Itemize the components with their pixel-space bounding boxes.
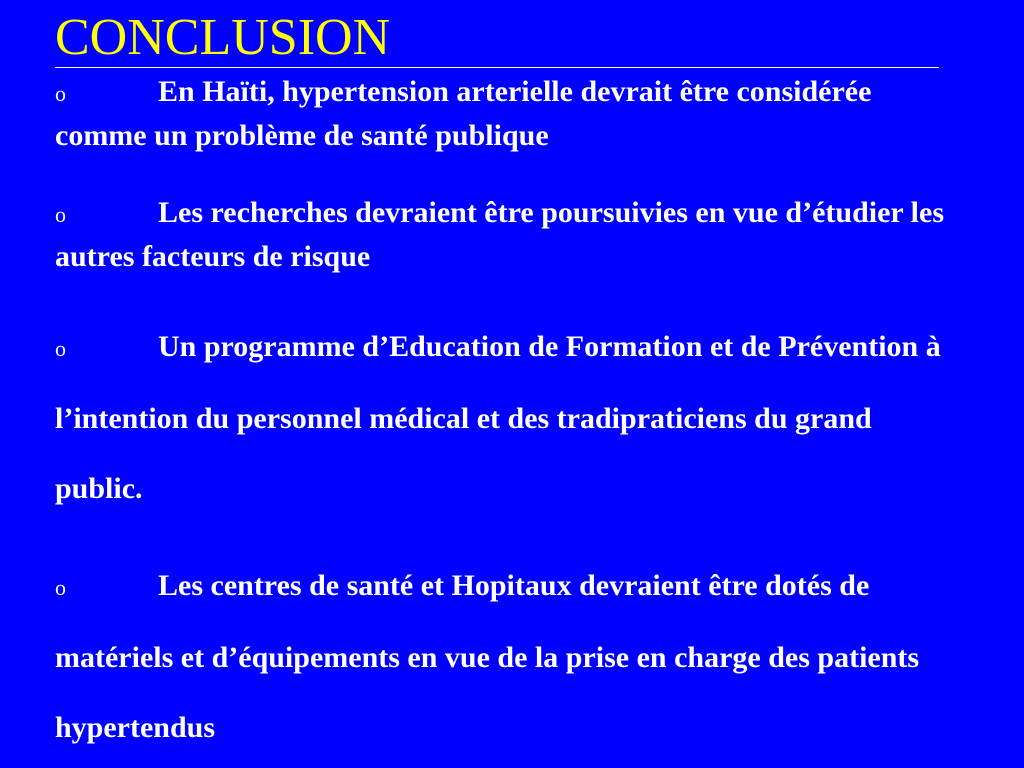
bullet-item <box>55 71 965 157</box>
bullet-item <box>55 312 965 524</box>
title-divider <box>55 67 939 68</box>
bullet-marker-icon: o <box>55 336 66 361</box>
bullet-text: Un programme d’Education de Formation et de Prévention à l’intention du personnel médical et des tradipraticiens du grand public. <box>55 330 941 505</box>
bullet-text: En Haïti, hypertension arterielle devrait être considérée comme un problème de santé publique <box>55 75 872 152</box>
bullet-item <box>55 192 965 278</box>
bullet-text: Les centres de santé et Hopitaux devraient être dotés de matériels et d’équipements en vue de la prise en charge des patients hypertendus <box>55 569 920 744</box>
bullet-marker-icon: o <box>55 81 66 106</box>
bullet-marker-icon: o <box>55 575 66 600</box>
bullet-text: Les recherches devraient être poursuivies en vue d’étudier les autres facteurs de risque <box>55 196 945 273</box>
bullet-item <box>55 551 965 763</box>
bullet-marker-icon: o <box>55 202 66 227</box>
slide-title: CONCLUSION <box>55 9 391 66</box>
